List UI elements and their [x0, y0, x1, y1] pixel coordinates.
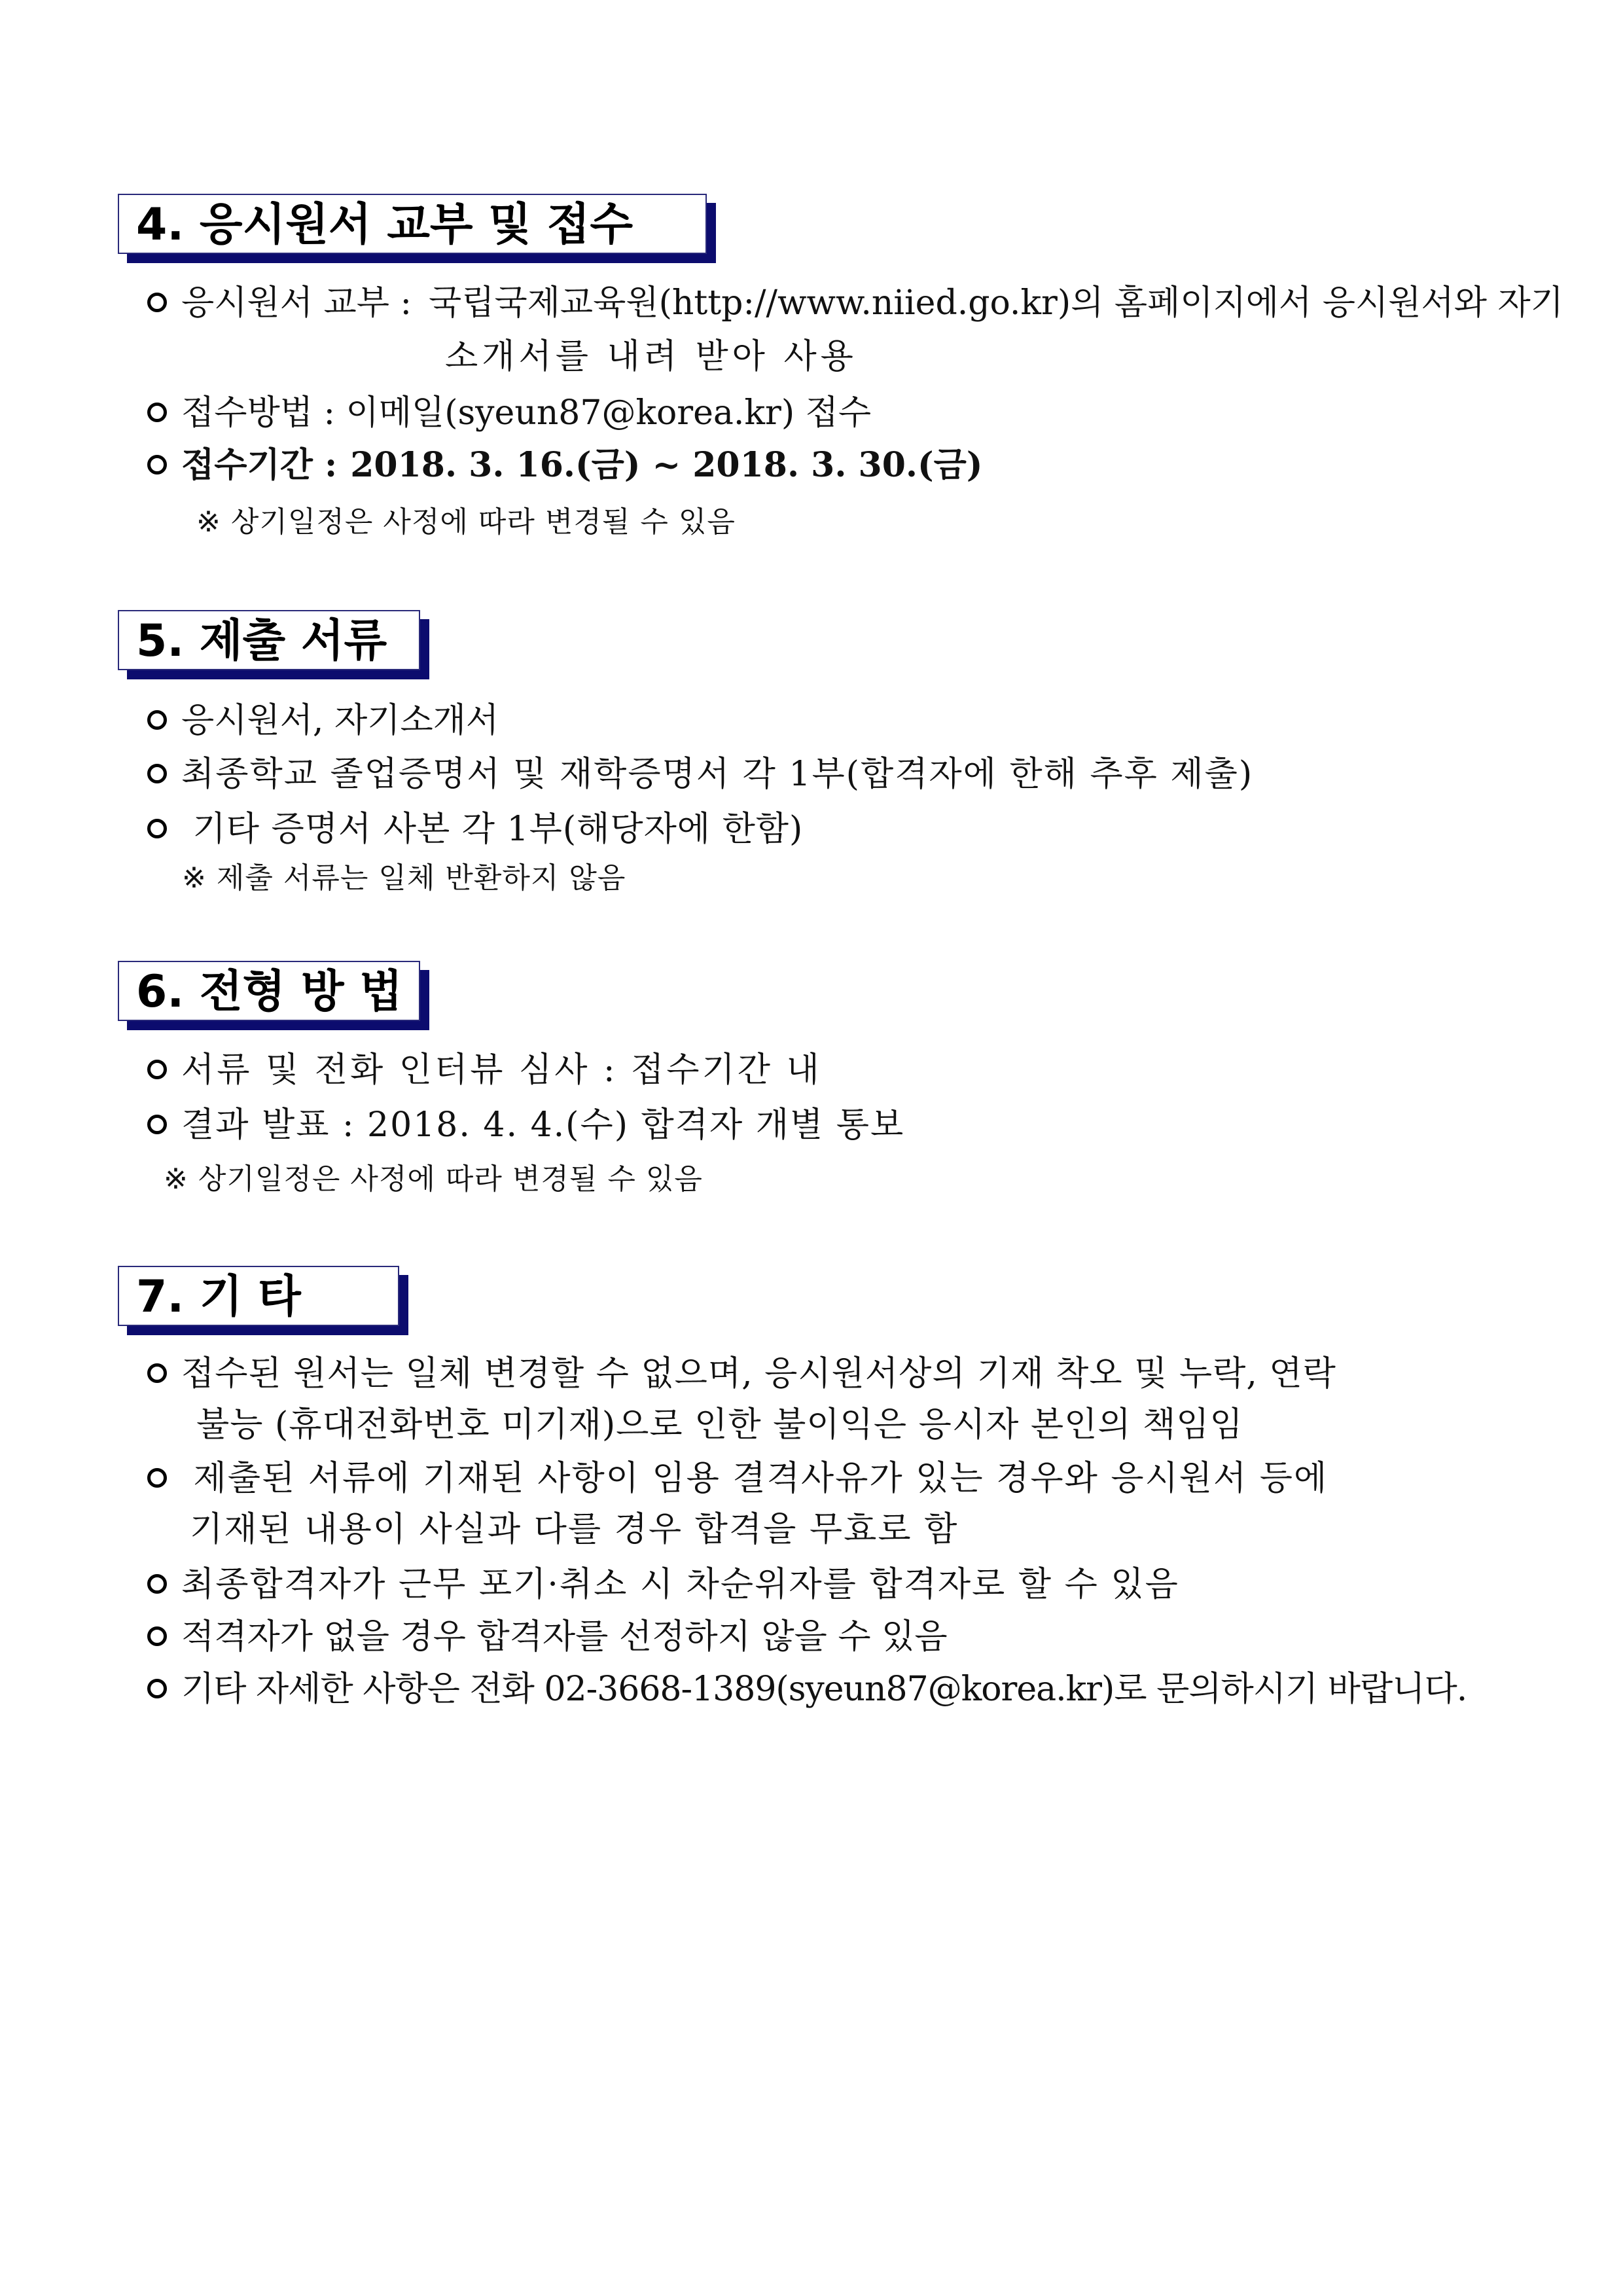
- etc-item-1-cont: [196, 1402, 1243, 1448]
- circle-bullet-icon: [147, 764, 167, 783]
- section-5-note: ※ 제출 서류는 일체 반환하지 않음: [182, 861, 626, 895]
- etc-item-2: [147, 1456, 1328, 1501]
- etc-item-text: 기재된 내용이 사실과 다를 경우 합격을 무효로 함: [190, 1510, 959, 1549]
- selection-item-text: 서류 및 전화 인터뷰 심사 : 접수기간 내: [181, 1050, 822, 1090]
- distribution-label: 응시원서 교부 :: [181, 283, 412, 323]
- section-4-title: 4. 응시원서 교부 및 접수: [118, 194, 707, 254]
- selection-item-1: [147, 1047, 822, 1093]
- circle-bullet-icon: [147, 819, 167, 838]
- section-5-title: 5. 제출 서류: [118, 610, 420, 670]
- etc-item-text: 불능 (휴대전화번호 미기재)으로 인한 불이익은 응시자 본인의 책임임: [196, 1405, 1243, 1444]
- etc-item-5: [147, 1666, 1467, 1712]
- documents-item-1: [147, 698, 499, 744]
- section-4-note: ※ 상기일정은 사정에 따라 변경될 수 있음: [196, 505, 736, 539]
- etc-item-4: [147, 1614, 948, 1660]
- circle-bullet-icon: [147, 1468, 167, 1488]
- documents-item-text: 응시원서, 자기소개서: [181, 701, 499, 740]
- documents-item-3: [147, 806, 803, 852]
- etc-item-text: 적격자가 없을 경우 합격자를 선정하지 않을 수 있음: [181, 1617, 948, 1657]
- method-text: 접수방법 : 이메일(syeun87@korea.kr) 접수: [181, 393, 872, 433]
- documents-item-text: 기타 증명서 사본 각 1부(해당자에 한함): [181, 810, 804, 849]
- period-line: [147, 442, 982, 488]
- distribution-line: [147, 280, 1563, 326]
- selection-item-2: [147, 1102, 904, 1148]
- circle-bullet-icon: [147, 710, 167, 730]
- circle-bullet-icon: [147, 1115, 167, 1134]
- circle-bullet-icon: [147, 1060, 167, 1079]
- documents-item-2: [147, 751, 1253, 797]
- period-value: 2018. 3. 16.(금) ~ 2018. 3. 30.(금): [350, 445, 983, 485]
- documents-item-text: 최종학교 졸업증명서 및 재학증명서 각 1부(합격자에 한해 추후 제출): [181, 755, 1254, 794]
- period-label: 접수기간 :: [181, 445, 338, 485]
- method-line: [147, 390, 871, 436]
- circle-bullet-icon: [147, 1626, 167, 1646]
- circle-bullet-icon: [147, 403, 167, 422]
- etc-item-text: 제출된 서류에 기재된 사항이 임용 결격사유가 있는 경우와 응시원서 등에: [181, 1459, 1329, 1498]
- distribution-line-2: [445, 334, 857, 380]
- selection-item-text: 결과 발표 : 2018. 4. 4.(수) 합격자 개별 통보: [181, 1105, 905, 1145]
- etc-item-text: 접수된 원서는 일체 변경할 수 없으며, 응시원서상의 기재 착오 및 누락, 연락: [181, 1354, 1336, 1393]
- section-6-note: ※ 상기일정은 사정에 따라 변경될 수 있음: [164, 1162, 703, 1196]
- circle-bullet-icon: [147, 455, 167, 475]
- section-7-title: 7. 기 타: [118, 1266, 399, 1326]
- circle-bullet-icon: [147, 1363, 167, 1383]
- etc-item-2-cont: [190, 1507, 958, 1552]
- etc-item-text: 기타 자세한 사항은 전화 02-3668-1389(syeun87@korea.kr)로 문의하시기 바랍니다.: [181, 1670, 1467, 1709]
- circle-bullet-icon: [147, 1574, 167, 1594]
- section-6-title: 6. 전형 방 법: [118, 961, 420, 1021]
- distribution-text: 국립국제교육원(http://www.niied.go.kr)의 홈페이지에서 응시원서와 자기: [428, 283, 1563, 323]
- etc-item-text: 최종합격자가 근무 포기·취소 시 차순위자를 합격자로 할 수 있음: [181, 1565, 1179, 1604]
- distribution-text-2: 소개서를 내려 받아 사용: [445, 337, 857, 376]
- circle-bullet-icon: [147, 293, 167, 312]
- etc-item-1: [147, 1351, 1502, 1397]
- circle-bullet-icon: [147, 1679, 167, 1698]
- etc-item-3: [147, 1562, 1179, 1607]
